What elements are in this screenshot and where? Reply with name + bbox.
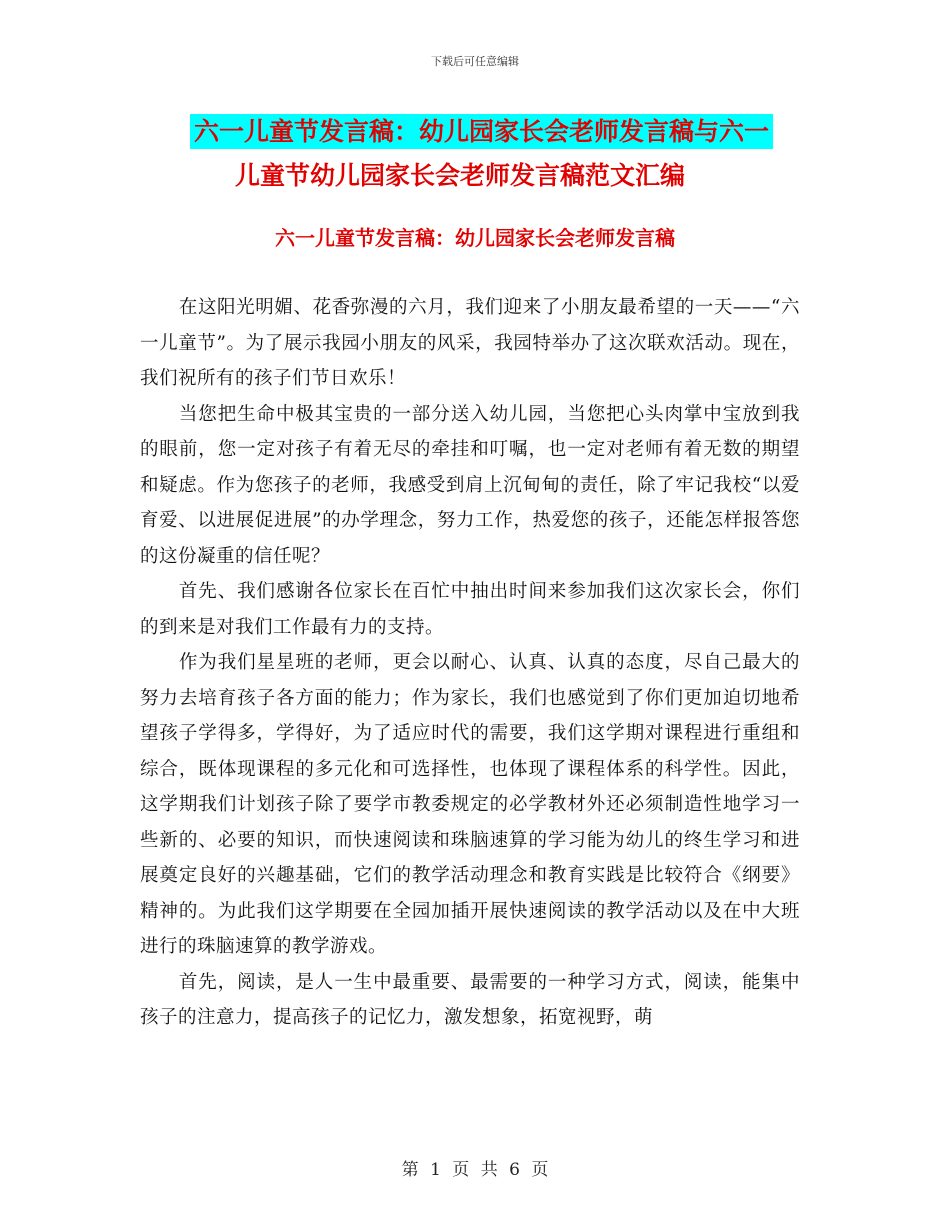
page-number: 第 1 页 共 6 页	[401, 1160, 549, 1180]
paragraph-5: 首先，阅读，是人一生中最重要、最需要的一种学习方式，阅读，能集中孩子的注意力，提高孩子的记忆力，激发想象，拓宽视野，萌	[140, 971, 800, 1028]
title-highlight: 六一儿童节发言稿：幼儿园家长会老师发言稿与六一	[190, 114, 773, 149]
body-text	[140, 290, 800, 1036]
document-title	[145, 110, 835, 198]
document-title-line-1	[190, 110, 835, 154]
header-note: 下载后可任意编辑	[431, 55, 519, 68]
paragraph-1: 在这阳光明媚、花香弥漫的六月，我们迎来了小朋友最希望的一天——“六一儿童节”。为了展示我园小朋友的风采，我园特举办了这次联欢活动。现在，我们祝所有的孩子们节日欢乐！	[140, 297, 800, 389]
paragraph-3: 首先、我们感谢各位家长在百忙中抽出时间来参加我们这次家长会，你们的到来是对我们工作最有力的支持。	[140, 581, 800, 638]
paragraph-2: 当您把生命中极其宝贵的一部分送入幼儿园，当您把心头肉掌中宝放到我的眼前，您一定对孩子有着无尽的牵挂和叮嘱，也一定对老师有着无数的期望和疑虑。作为您孩子的老师，我感受到肩上沉甸甸的责任，除了牢记我校“以爱育爱、以进展促进展”的办学理念，努力工作，热爱您的孩子，还能怎样报答您的这份凝重的信任呢？	[140, 403, 800, 567]
section-subtitle: 六一儿童节发言稿：幼儿园家长会老师发言稿	[275, 226, 675, 250]
paragraph-4: 作为我们星星班的老师，更会以耐心、认真、认真的态度，尽自己最大的努力去培育孩子各方面的能力；作为家长，我们也感觉到了你们更加迫切地希望孩子学得多，学得好，为了适应时代的需要，我们这学期对课程进行重组和综合，既体现课程的多元化和可选择性，也体现了课程体系的科学性。因此，这学期我们计划孩子除了要学市教委规定的必学教材外还必须制造性地学习一些新的、必要的知识，而快速阅读和珠脑速算的学习能为幼儿的终生学习和进展奠定良好的兴趣基础，它们的教学活动理念和教育实践是比较符合《纲要》精神的。为此我们这学期要在全园加插开展快速阅读的教学活动以及在中大班进行的珠脑速算的教学游戏。	[140, 652, 800, 957]
document-title-line-2: 儿童节幼儿园家长会老师发言稿范文汇编	[235, 161, 686, 190]
